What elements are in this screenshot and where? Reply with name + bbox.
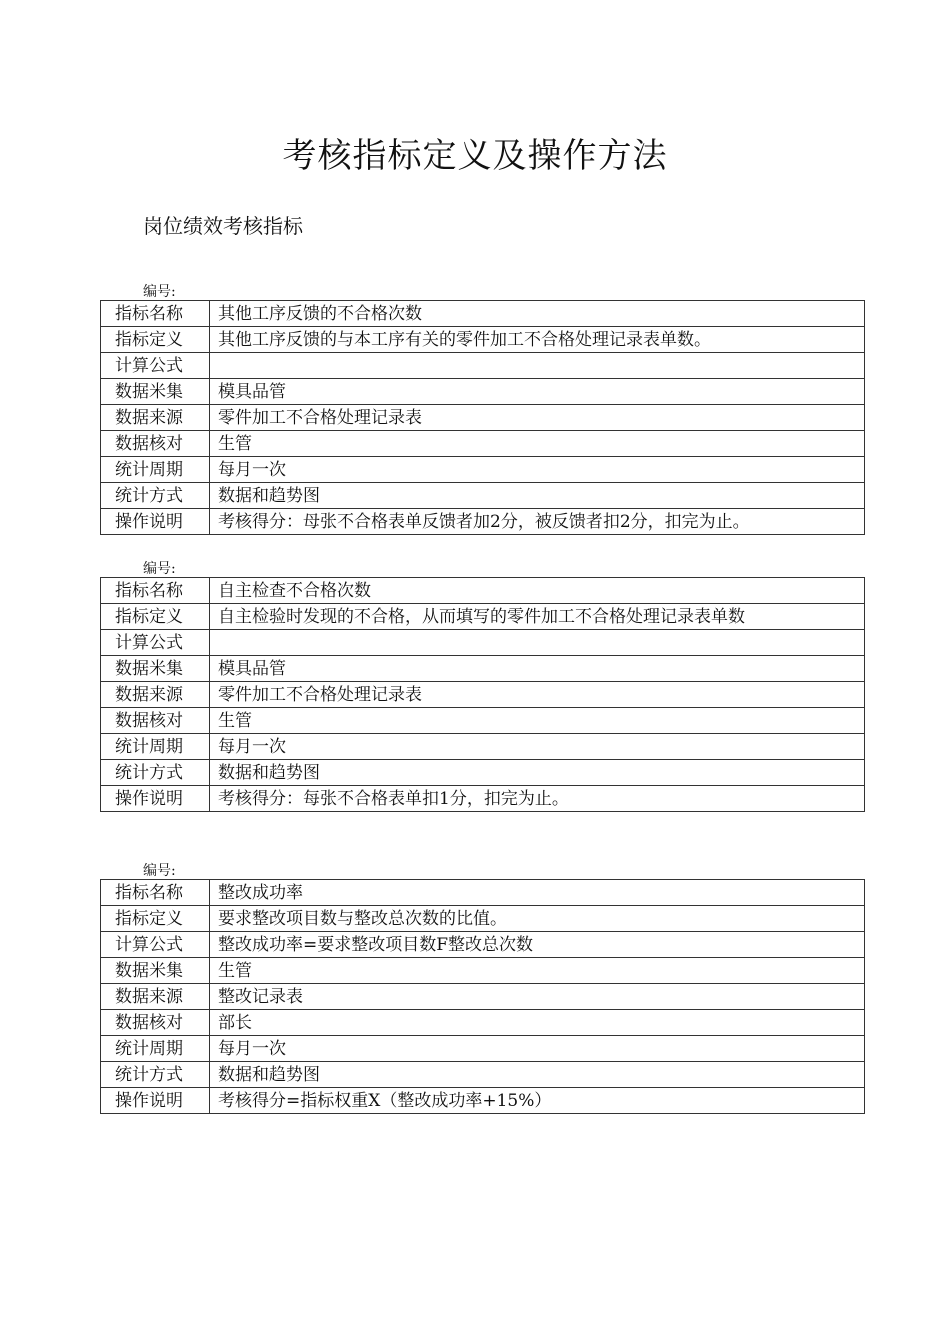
- row-key: 数据核对: [101, 1010, 210, 1036]
- row-value: 每月一次: [210, 1036, 865, 1062]
- table-row: [101, 604, 865, 630]
- table-row: [101, 958, 865, 984]
- table-row: [101, 1088, 865, 1114]
- row-value: 整改记录表: [210, 984, 865, 1010]
- row-key: 统计方式: [101, 1062, 210, 1088]
- row-key: 数据来源: [101, 984, 210, 1010]
- table-row: [101, 353, 865, 379]
- row-key: 指标名称: [101, 301, 210, 327]
- row-value: 自主检查不合格次数: [210, 578, 865, 604]
- table-row: [101, 483, 865, 509]
- row-key: 统计周期: [101, 734, 210, 760]
- table-row: [101, 327, 865, 353]
- table-row: [101, 301, 865, 327]
- row-key: 统计方式: [101, 483, 210, 509]
- row-value: 其他工序反馈的不合格次数: [210, 301, 865, 327]
- row-value: 要求整改项目数与整改总次数的比值。: [210, 906, 865, 932]
- table-row: [101, 984, 865, 1010]
- row-key: 数据核对: [101, 431, 210, 457]
- row-value: 考核得分：每张不合格表单扣1分，扣完为止。: [210, 786, 865, 812]
- row-value: 数据和趋势图: [210, 760, 865, 786]
- metric-table-1: [100, 300, 865, 535]
- metric-table-2: [100, 577, 865, 812]
- row-key: 数据来源: [101, 682, 210, 708]
- table-row: [101, 379, 865, 405]
- row-value: 考核得分：母张不合格表单反馈者加2分，被反馈者扣2分，扣完为止。: [210, 509, 865, 535]
- row-key: 操作说明: [101, 786, 210, 812]
- row-value: 自主检验时发现的不合格，从而填写的零件加工不合格处理记录表单数: [210, 604, 865, 630]
- table-row: [101, 708, 865, 734]
- row-value: 每月一次: [210, 457, 865, 483]
- row-key: 计算公式: [101, 932, 210, 958]
- row-value: 模具品管: [210, 379, 865, 405]
- row-value: 生管: [210, 958, 865, 984]
- row-value: 生管: [210, 708, 865, 734]
- code-label: 编号:: [143, 863, 176, 879]
- row-key: 操作说明: [101, 1088, 210, 1114]
- table-row: [101, 1036, 865, 1062]
- row-value: 零件加工不合格处理记录表: [210, 405, 865, 431]
- row-key: 指标定义: [101, 604, 210, 630]
- row-value: 零件加工不合格处理记录表: [210, 682, 865, 708]
- document-subtitle: 岗位绩效考核指标: [143, 214, 303, 238]
- table-row: [101, 630, 865, 656]
- metric-table-3: [100, 879, 865, 1114]
- row-value: 其他工序反馈的与本工序有关的零件加工不合格处理记录表单数。: [210, 327, 865, 353]
- table-row: [101, 457, 865, 483]
- row-key: 指标名称: [101, 578, 210, 604]
- row-key: 统计周期: [101, 1036, 210, 1062]
- row-key: 操作说明: [101, 509, 210, 535]
- table-row: [101, 786, 865, 812]
- row-value: 每月一次: [210, 734, 865, 760]
- row-key: 数据米集: [101, 379, 210, 405]
- table-row: [101, 578, 865, 604]
- table-row: [101, 1062, 865, 1088]
- table-row: [101, 431, 865, 457]
- table-row: [101, 682, 865, 708]
- row-value: 数据和趋势图: [210, 1062, 865, 1088]
- document-title: 考核指标定义及操作方法: [282, 136, 668, 176]
- row-value: 模具品管: [210, 656, 865, 682]
- row-value: 整改成功率: [210, 880, 865, 906]
- row-key: 计算公式: [101, 353, 210, 379]
- row-key: 统计周期: [101, 457, 210, 483]
- table-row: [101, 405, 865, 431]
- row-value: [210, 353, 865, 379]
- table-row: [101, 734, 865, 760]
- table-row: [101, 1010, 865, 1036]
- table-row: [101, 932, 865, 958]
- row-key: 计算公式: [101, 630, 210, 656]
- row-value: 整改成功率=要求整改项目数F整改总次数: [210, 932, 865, 958]
- table-row: [101, 656, 865, 682]
- row-value: 部长: [210, 1010, 865, 1036]
- row-key: 指标定义: [101, 906, 210, 932]
- row-key: 数据米集: [101, 958, 210, 984]
- row-value: 考核得分=指标权重X（整改成功率+15%）: [210, 1088, 865, 1114]
- row-key: 指标定义: [101, 327, 210, 353]
- row-key: 数据来源: [101, 405, 210, 431]
- table-row: [101, 509, 865, 535]
- row-value: 生管: [210, 431, 865, 457]
- row-value: [210, 630, 865, 656]
- code-label: 编号:: [143, 561, 176, 577]
- row-key: 数据米集: [101, 656, 210, 682]
- row-value: 数据和趋势图: [210, 483, 865, 509]
- code-label: 编号:: [143, 284, 176, 300]
- row-key: 数据核对: [101, 708, 210, 734]
- row-key: 统计方式: [101, 760, 210, 786]
- table-row: [101, 760, 865, 786]
- table-row: [101, 906, 865, 932]
- table-row: [101, 880, 865, 906]
- row-key: 指标名称: [101, 880, 210, 906]
